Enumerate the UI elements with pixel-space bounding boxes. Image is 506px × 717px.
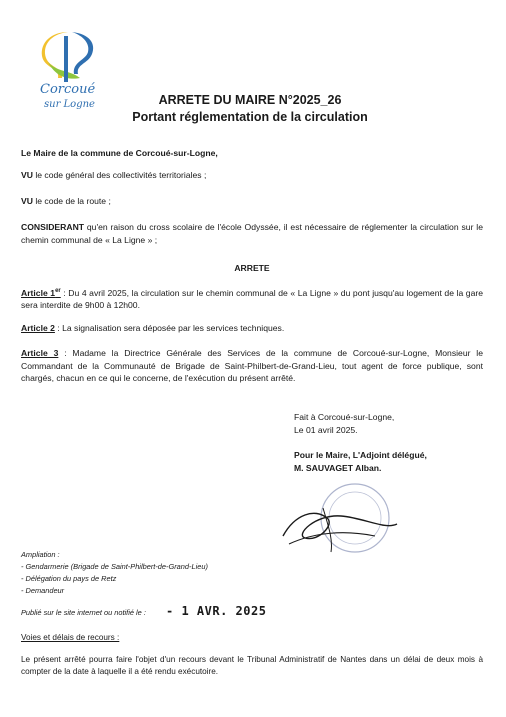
signature-for-mayor: Pour le Maire, L'Adjoint délégué,: [294, 450, 427, 460]
article-3: [21, 347, 483, 385]
published-date-stamp: - 1 AVR. 2025: [166, 604, 267, 618]
considerant-prefix: CONSIDERANT: [21, 222, 85, 232]
vu-text: le code de la route ;: [32, 196, 111, 206]
article-label: Article 1er: [21, 287, 61, 298]
considerant-text: qu'en raison du cross scolaire de l'école Odyssée, il est nécessaire de réglementer la circulation sur le chemin communal de « La Ligne » ;: [21, 222, 483, 245]
ampliation-item: - Gendarmerie (Brigade de Saint-Philbert-de-Grand-Lieu): [21, 562, 208, 571]
article-label: Article 3: [21, 348, 59, 358]
document-subtitle: Portant réglementation de la circulation: [132, 110, 368, 124]
arrete-heading: ARRETE: [234, 263, 270, 273]
considerant-paragraph: [21, 221, 483, 246]
logo-emblem-icon: [28, 28, 120, 110]
article-text: : Du 4 avril 2025, la circulation sur le chemin communal de « La Ligne » du pont jusqu'au logement de la gare sera interdite de 9h00 à 12h00.: [21, 287, 483, 311]
stamp-icon: [275, 478, 405, 568]
document-title: ARRETE DU MAIRE N°2025_26: [158, 93, 342, 107]
vu-prefix: VU: [21, 196, 33, 206]
recours-text: Le présent arrêté pourra faire l'objet d'un recours devant le Tribunal Administratif de Nantes dans un délai de deux mois à compter de la date à laquelle il a été rendu exécutoire.: [21, 655, 483, 676]
signature-place: Fait à Corcoué-sur-Logne,: [294, 412, 395, 422]
vu-prefix: VU: [21, 170, 33, 180]
mayor-line: Le Maire de la commune de Corcoué-sur-Logne,: [21, 148, 218, 158]
vu-line-2: [21, 195, 483, 208]
signature-date: Le 01 avril 2025.: [294, 425, 358, 435]
signature-name: M. SAUVAGET Alban.: [294, 463, 382, 473]
municipal-logo: [28, 28, 120, 110]
ampliation-title: Ampliation :: [21, 550, 60, 559]
published-label: Publié sur le site internet ou notifié le :: [21, 608, 146, 617]
article-1: [21, 285, 483, 312]
article-label: Article 2: [21, 323, 55, 333]
official-stamp-signature: [275, 478, 405, 568]
logo-line1: Corcoué: [40, 82, 96, 97]
vu-text: le code général des collectivités territoriales ;: [32, 170, 207, 180]
article-text: : La signalisation sera déposée par les services techniques.: [54, 323, 285, 333]
logo-line2: sur Logne: [44, 99, 95, 110]
recours-title: Voies et délais de recours :: [21, 633, 120, 642]
article-2: [21, 322, 483, 335]
article-text: : Madame la Directrice Générale des Services de la commune de Corcoué-sur-Logne, Monsieur le Commandant de la Communauté de Brigade de Saint-Philbert-de-Grand-Lieu, tout agent de force publique, sont chargés, chacun en ce qui le concerne, de l'exécution du présent arrêté.: [21, 348, 483, 383]
ampliation-item: - Délégation du pays de Retz: [21, 574, 117, 583]
vu-line-1: [21, 169, 483, 182]
ampliation-item: - Demandeur: [21, 586, 65, 595]
